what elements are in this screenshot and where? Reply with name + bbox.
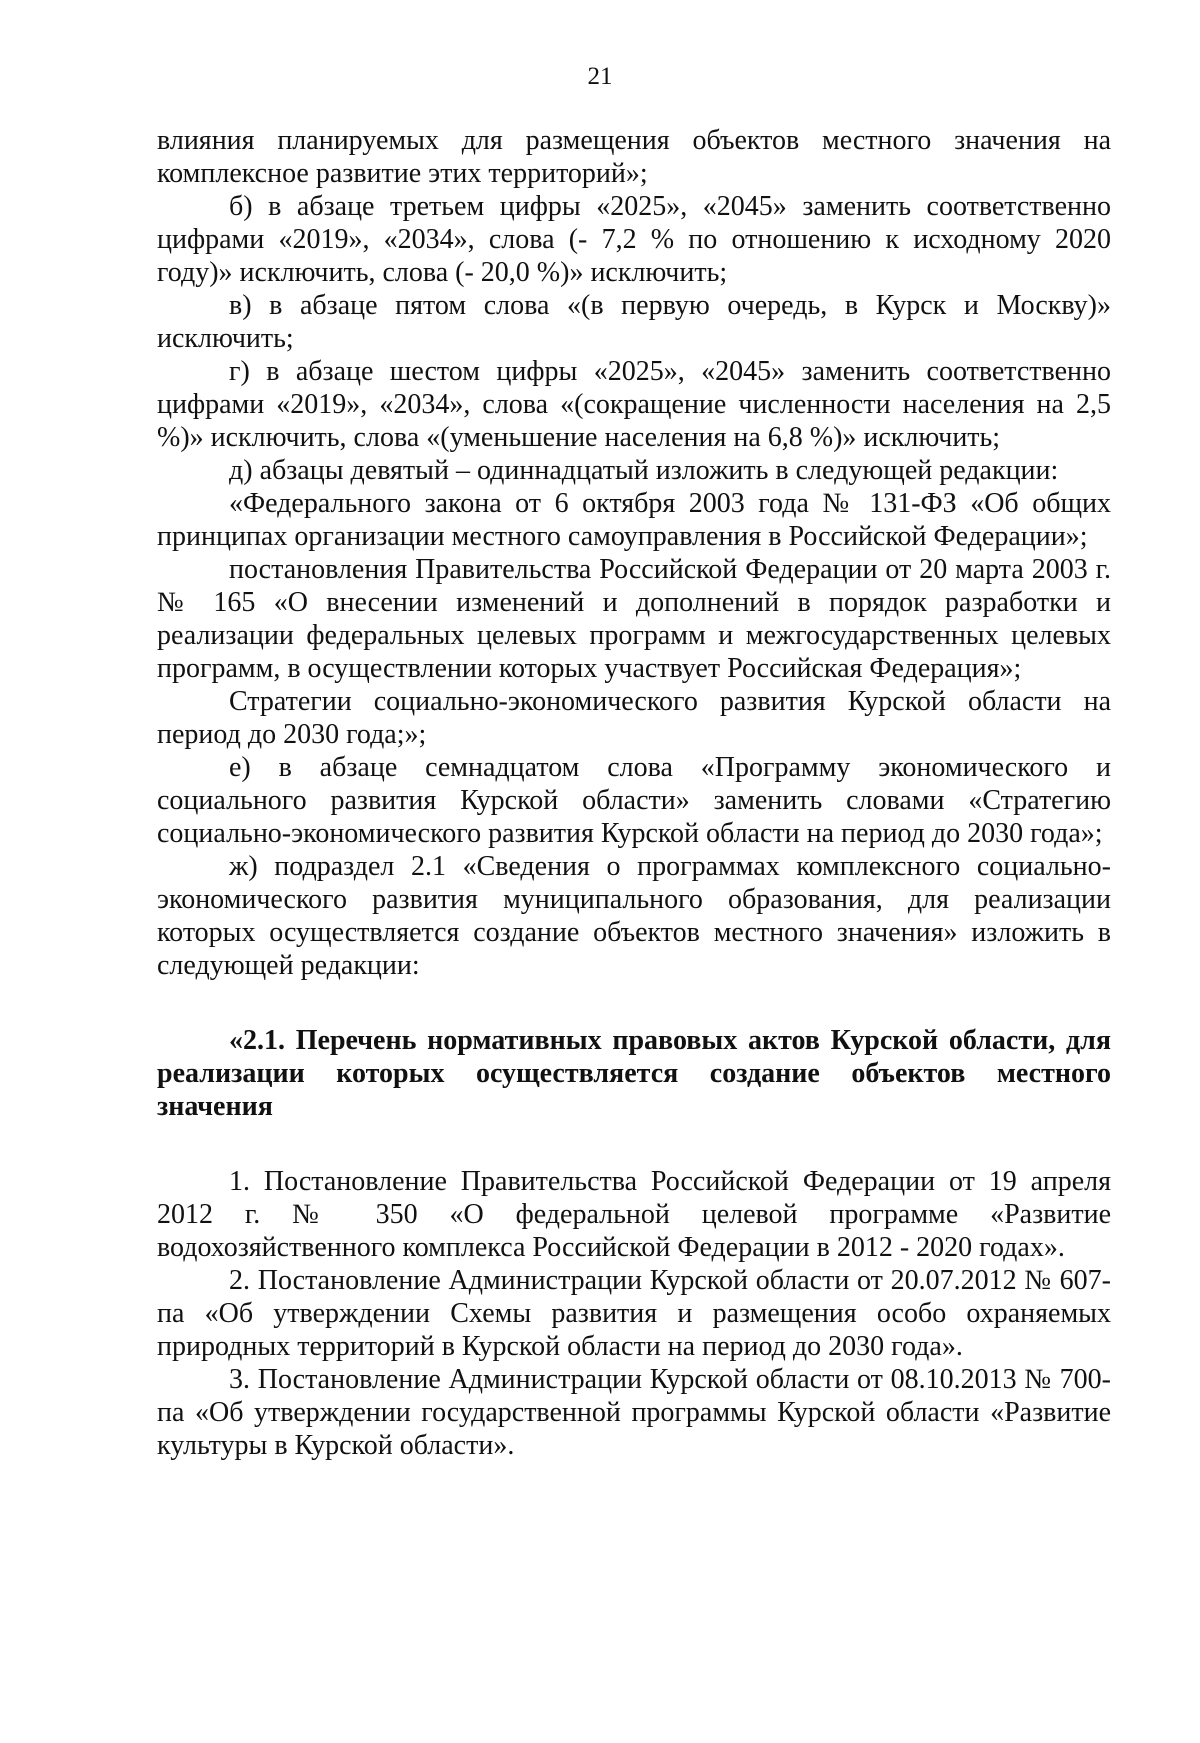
paragraph: влияния планируемых для размещения объектов местного значения на комплексное развитие этих территорий»;	[157, 125, 1111, 189]
normative-acts-list	[157, 1165, 1111, 1462]
paragraph: в) в абзаце пятом слова «(в первую очередь, в Курск и Москву)» исключить;	[157, 290, 1111, 354]
amendment-paragraphs	[157, 124, 1111, 982]
list-item: 1. Постановление Правительства Российской Федерации от 19 апреля 2012 г. № 350 «О федеральной целевой программе «Развитие водохозяйственного комплекса Российской Федерации в 2012 - 2020 годах».	[157, 1166, 1111, 1263]
document-body	[157, 124, 1111, 1462]
paragraph: д) абзацы девятый – одиннадцатый изложить в следующей редакции:	[229, 455, 1059, 486]
paragraph: Стратегии социально-экономического развития Курской области на период до 2030 года;»;	[157, 686, 1111, 750]
paragraph: е) в абзаце семнадцатом слова «Программу экономического и социального развития Курской области» заменить словами «Стратегию социально-экономического развития Курской области на период до 2030 года»;	[157, 752, 1111, 849]
list-item: 2. Постановление Администрации Курской области от 20.07.2012 № 607-па «Об утверждении Схемы развития и размещения особо охраняемых природных территорий в Курской области на период до 2030 года».	[157, 1265, 1111, 1362]
paragraph: постановления Правительства Российской Федерации от 20 марта 2003 г. № 165 «О внесении изменений и дополнений в порядок разработки и реализации федеральных целевых программ и межгосударственных целевых программ, в осуществлении которых участвует Российская Федерация»;	[157, 554, 1111, 684]
paragraph: б) в абзаце третьем цифры «2025», «2045» заменить соответственно цифрами «2019», «2034», слова (- 7,2 % по отношению к исходному 2020 году)» исключить, слова (- 20,0 %)» исключить;	[157, 191, 1111, 288]
paragraph: «Федерального закона от 6 октября 2003 года № 131-ФЗ «Об общих принципах организации местного самоуправления в Российской Федерации»;	[157, 488, 1111, 552]
page-number: 21	[587, 63, 613, 90]
list-item: 3. Постановление Администрации Курской области от 08.10.2013 № 700-па «Об утверждении государственной программы Курской области «Развитие культуры в Курской области».	[157, 1364, 1111, 1461]
paragraph: ж) подраздел 2.1 «Сведения о программах комплексного социально-экономического развития муниципального образования, для реализации которых осуществляется создание объектов местного значения» изложить в следующей редакции:	[157, 851, 1111, 981]
section-heading: «2.1. Перечень нормативных правовых актов Курской области, для реализации которых осуществляется создание объектов местного значения	[157, 1025, 1111, 1122]
paragraph: г) в абзаце шестом цифры «2025», «2045» заменить соответственно цифрами «2019», «2034», слова «(сокращение численности населения на 2,5 %)» исключить, слова «(уменьшение населения на 6,8 %)» исключить;	[157, 356, 1111, 453]
